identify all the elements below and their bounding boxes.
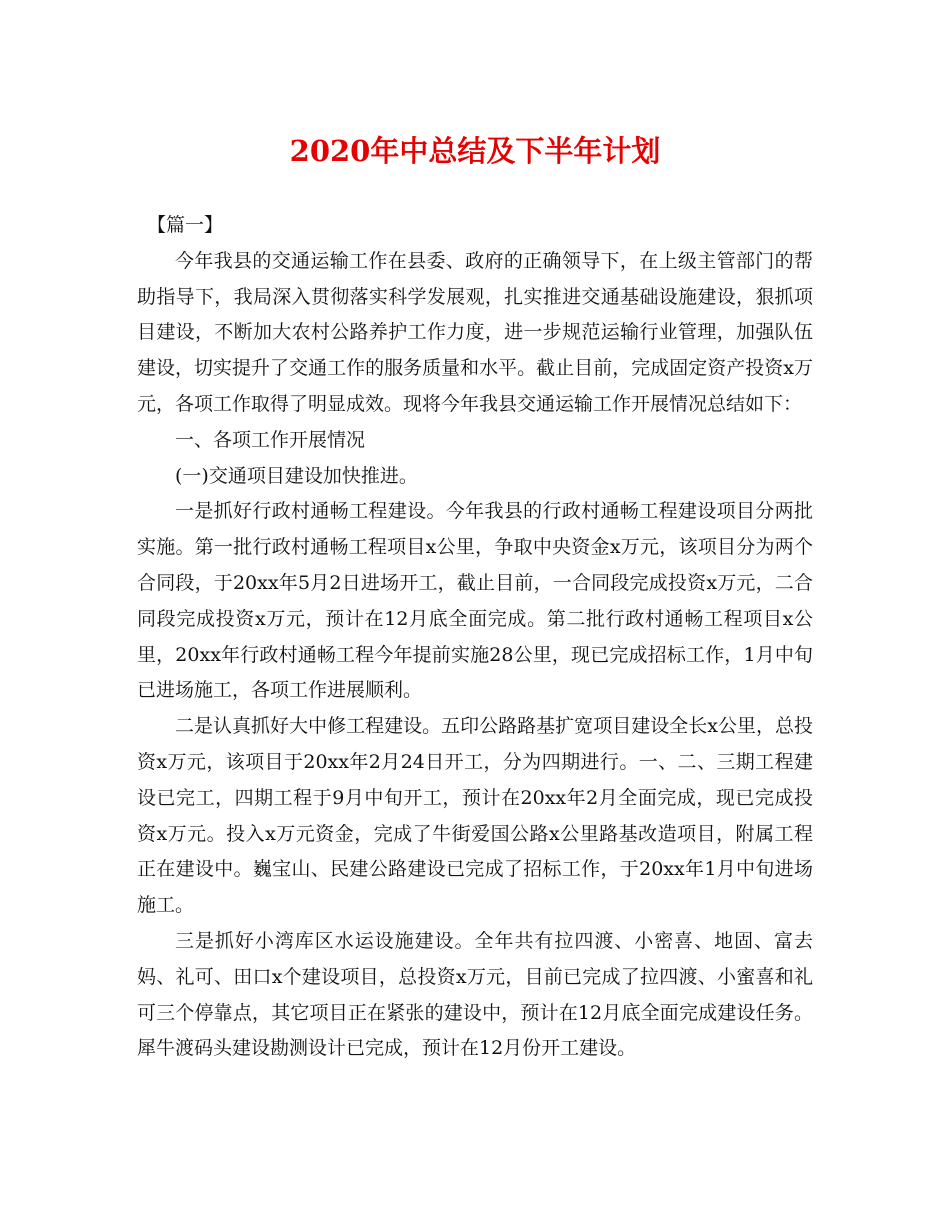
document-body <box>137 208 813 1067</box>
intro-paragraph: 今年我县的交通运输工作在县委、政府的正确领导下，在上级主管部门的帮助指导下，我局深入贯彻落实科学发展观，扎实推进交通基础设施建设，狠抓项目建设，不断加大农村公路养护工作力度，进一步规范运输行业管理，加强队伍建设，切实提升了交通工作的服务质量和水平。截止目前，完成固定资产投资x万元，各项工作取得了明显成效。现将今年我县交通运输工作开展情况总结如下： <box>137 249 813 415</box>
subsection-heading: (一)交通项目建设加快推进。 <box>175 464 418 487</box>
document-title: 2020年中总结及下半年计划 <box>289 134 661 168</box>
section-heading: 一、各项工作开展情况 <box>175 428 366 451</box>
body-paragraph: 二是认真抓好大中修工程建设。五印公路路基扩宽项目建设全长x公里，总投资x万元，该项目于20xx年2月24日开工，分为四期进行。一、二、三期工程建设已完工，四期工程于9月中旬开工，预计在20xx年2月全面完成，现已完成投资x万元。投入x万元资金，完成了牛街爱国公路x公里路基改造项目，附属工程正在建设中。巍宝山、民建公路建设已完成了招标工作，于20xx年1月中旬进场施工。 <box>137 715 813 917</box>
section-marker: 【篇一】 <box>147 214 224 236</box>
body-paragraph: 三是抓好小湾库区水运设施建设。全年共有拉四渡、小密喜、地固、富去妈、礼可、田口x个建设项目，总投资x万元，目前已完成了拉四渡、小蜜喜和礼可三个停靠点，其它项目正在紧张的建设中，预计在12月底全面完成建设任务。犀牛渡码头建设勘测设计已完成，预计在12月份开工建设。 <box>137 929 813 1060</box>
body-paragraph: 一是抓好行政村通畅工程建设。今年我县的行政村通畅工程建设项目分两批实施。第一批行政村通畅工程项目x公里，争取中央资金x万元，该项目分为两个合同段，于20xx年5月2日进场开工，截止目前，一合同段完成投资x万元，二合同段完成投资x万元，预计在12月底全面完成。第二批行政村通畅工程项目x公里，20xx年行政村通畅工程今年提前实施28公里，现已完成招标工作，1月中旬已进场施工，各项工作进展顺利。 <box>137 500 813 702</box>
